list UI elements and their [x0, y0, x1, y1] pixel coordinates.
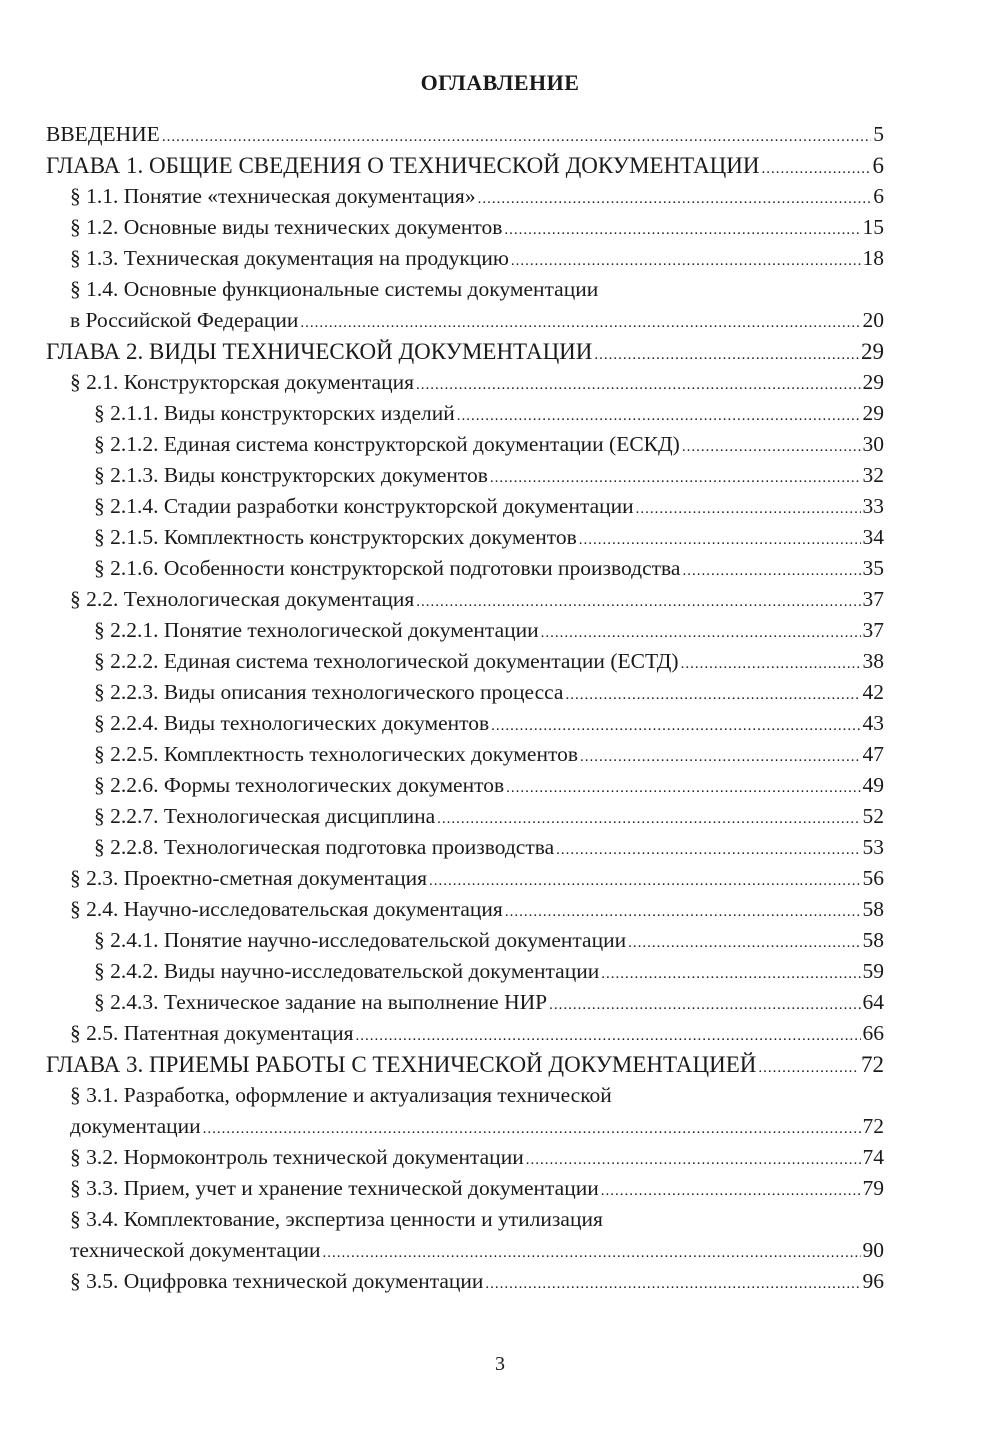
toc-entry-text: ГЛАВА 3. ПРИЕМЫ РАБОТЫ С ТЕХНИЧЕСКОЙ ДОКУМЕНТАЦИЕЙ	[46, 1052, 757, 1077]
leader-dots	[491, 708, 860, 739]
toc-entry-2-2[interactable]	[70, 584, 1000, 615]
leader-dots	[601, 1173, 861, 1204]
toc-entry-3-1[interactable]	[70, 1080, 1000, 1142]
toc-entry-text: ВВЕДЕНИЕ	[46, 122, 160, 146]
toc-entry-page: 59	[862, 959, 884, 983]
toc-entry-2-4-3[interactable]	[94, 987, 1000, 1018]
toc-entry-text: § 2.3. Проектно-сметная документация	[70, 866, 428, 890]
toc-entry-text-line1: § 1.4. Основные функциональные системы документации	[70, 277, 599, 301]
toc-entry-2-3[interactable]	[70, 863, 1000, 894]
table-of-contents	[0, 119, 1000, 1297]
toc-entry-1-2[interactable]	[70, 212, 1000, 243]
toc-entry-2-2-2[interactable]	[94, 646, 1000, 677]
toc-entry-text: § 2.2.8. Технологическая подготовка производства	[94, 835, 555, 859]
toc-entry-page: 18	[862, 246, 884, 270]
toc-entry-text: § 1.3. Техническая документация на продукцию	[70, 246, 509, 270]
toc-entry-introduction[interactable]	[46, 119, 1000, 150]
leader-dots	[565, 677, 860, 708]
toc-entry-2-2-1[interactable]	[94, 615, 1000, 646]
toc-entry-chapter-2[interactable]	[46, 336, 1000, 367]
toc-entry-2-2-8[interactable]	[94, 832, 1000, 863]
leader-dots	[579, 522, 861, 553]
toc-entry-text: § 2.4.3. Техническое задание на выполнение НИР	[94, 990, 548, 1014]
toc-entry-text: § 2.2.1. Понятие технологической документации	[94, 618, 539, 642]
toc-entry-text: § 3.3. Прием, учет и хранение технической документации	[70, 1176, 599, 1200]
leader-dots	[601, 956, 860, 987]
toc-entry-text-line1: § 3.4. Комплектование, экспертиза ценности и утилизация	[70, 1207, 603, 1231]
toc-entry-2-1-2[interactable]	[94, 429, 1000, 460]
toc-entry-page: 58	[862, 897, 884, 921]
leader-dots	[203, 1111, 861, 1142]
leader-dots	[541, 615, 861, 646]
toc-entry-text: § 2.2.6. Формы технологических документов	[94, 773, 505, 797]
toc-entry-2-1-5[interactable]	[94, 522, 1000, 553]
toc-entry-page: 35	[862, 556, 884, 580]
leader-dots	[758, 1049, 859, 1080]
toc-entry-page: 79	[862, 1176, 884, 1200]
toc-entry-text: § 2.1.6. Особенности конструкторской подготовки производства	[94, 556, 681, 580]
toc-entry-page: 90	[862, 1238, 884, 1262]
toc-entry-page: 66	[862, 1021, 884, 1045]
toc-entry-page: 29	[861, 339, 884, 364]
toc-entry-text: § 2.2. Технологическая документация	[70, 587, 415, 611]
leader-dots	[323, 1235, 861, 1266]
toc-entry-page: 96	[862, 1269, 884, 1293]
leader-dots	[762, 150, 871, 181]
leader-dots	[511, 243, 861, 274]
toc-entry-1-4[interactable]	[70, 274, 1000, 336]
toc-entry-text: § 1.2. Основные виды технических документов	[70, 215, 503, 239]
toc-entry-text: § 2.1.3. Виды конструкторских документов	[94, 463, 488, 487]
toc-entry-3-3[interactable]	[70, 1173, 1000, 1204]
toc-entry-3-4[interactable]	[70, 1204, 1000, 1266]
leader-dots	[490, 460, 861, 491]
toc-entry-text: § 2.2.3. Виды описания технологического процесса	[94, 680, 564, 704]
toc-entry-2-1-3[interactable]	[94, 460, 1000, 491]
toc-entry-page: 53	[862, 835, 884, 859]
leader-dots	[162, 119, 871, 150]
toc-entry-2-2-4[interactable]	[94, 708, 1000, 739]
leader-dots	[478, 181, 872, 212]
toc-entry-3-2[interactable]	[70, 1142, 1000, 1173]
toc-entry-text: технической документации	[70, 1238, 321, 1262]
toc-entry-2-2-7[interactable]	[94, 801, 1000, 832]
toc-entry-page: 6	[872, 153, 884, 178]
leader-dots	[594, 336, 859, 367]
toc-entry-text: § 3.2. Нормоконтроль технической документации	[70, 1145, 524, 1169]
toc-entry-page: 43	[862, 711, 884, 735]
toc-entry-2-4-2[interactable]	[94, 956, 1000, 987]
toc-entry-text: ГЛАВА 1. ОБЩИЕ СВЕДЕНИЯ О ТЕХНИЧЕСКОЙ ДОКУМЕНТАЦИИ	[46, 153, 760, 178]
toc-entry-page: 37	[862, 587, 884, 611]
leader-dots	[485, 1266, 860, 1297]
toc-entry-2-2-3[interactable]	[94, 677, 1000, 708]
leader-dots	[457, 398, 861, 429]
toc-entry-page: 32	[862, 463, 884, 487]
toc-entry-page: 37	[862, 618, 884, 642]
toc-entry-text: § 2.4. Научно-исследовательская документация	[70, 897, 503, 921]
toc-entry-2-1-1[interactable]	[94, 398, 1000, 429]
toc-entry-text: § 2.1.2. Единая система конструкторской документации (ЕСКД)	[94, 432, 680, 456]
leader-dots	[505, 894, 861, 925]
toc-entry-text: § 2.1.5. Комплектность конструкторских документов	[94, 525, 577, 549]
toc-entry-page: 72	[861, 1052, 884, 1077]
leader-dots	[628, 925, 860, 956]
toc-entry-text: § 2.2.4. Виды технологических документов	[94, 711, 490, 735]
leader-dots	[416, 367, 861, 398]
toc-entry-text: в Российской Федерации	[70, 308, 299, 332]
toc-entry-page: 74	[862, 1145, 884, 1169]
leader-dots	[682, 429, 861, 460]
toc-entry-text: § 2.2.5. Комплектность технологических документов	[94, 742, 578, 766]
toc-entry-text: § 2.4.2. Виды научно-исследовательской документации	[94, 959, 600, 983]
leader-dots	[504, 212, 860, 243]
toc-entry-page: 49	[862, 773, 884, 797]
leader-dots	[580, 739, 861, 770]
toc-entry-page: 29	[862, 401, 884, 425]
toc-entry-1-1[interactable]	[70, 181, 1000, 212]
leader-dots	[437, 801, 860, 832]
toc-entry-2-5[interactable]	[70, 1018, 1000, 1049]
page-number: 3	[495, 1353, 505, 1375]
toc-entry-page: 5	[873, 122, 884, 146]
leader-dots	[549, 987, 860, 1018]
toc-entry-text: ГЛАВА 2. ВИДЫ ТЕХНИЧЕСКОЙ ДОКУМЕНТАЦИИ	[46, 339, 593, 364]
leader-dots	[416, 584, 860, 615]
toc-entry-page: 72	[862, 1114, 884, 1138]
leader-dots	[681, 646, 861, 677]
toc-entry-page: 6	[873, 184, 884, 208]
leader-dots	[636, 491, 861, 522]
toc-entry-3-5[interactable]	[70, 1266, 1000, 1297]
toc-entry-page: 47	[862, 742, 884, 766]
toc-entry-2-4-1[interactable]	[94, 925, 1000, 956]
toc-entry-text: § 2.1.4. Стадии разработки конструкторской документации	[94, 494, 634, 518]
toc-entry-text: § 2.4.1. Понятие научно-исследовательской документации	[94, 928, 627, 952]
toc-entry-2-1[interactable]	[70, 367, 1000, 398]
toc-entry-page: 15	[862, 215, 884, 239]
toc-entry-text: § 2.5. Патентная документация	[70, 1021, 354, 1045]
toc-entry-chapter-3[interactable]	[46, 1049, 1000, 1080]
leader-dots	[526, 1142, 861, 1173]
leader-dots	[429, 863, 860, 894]
toc-entry-2-1-6[interactable]	[94, 553, 1000, 584]
toc-entry-page: 34	[862, 525, 884, 549]
leader-dots	[355, 1018, 860, 1049]
toc-entry-page: 38	[862, 649, 884, 673]
toc-entry-text: § 2.2.2. Единая система технологической документации (ЕСТД)	[94, 649, 679, 673]
toc-entry-2-1-4[interactable]	[94, 491, 1000, 522]
toc-entry-page: 29	[862, 370, 884, 394]
toc-entry-text: § 3.5. Оцифровка технической документации	[70, 1269, 484, 1293]
leader-dots	[300, 305, 860, 336]
toc-entry-1-3[interactable]	[70, 243, 1000, 274]
toc-entry-text: § 2.1.1. Виды конструкторских изделий	[94, 401, 455, 425]
toc-entry-page: 20	[862, 308, 884, 332]
toc-entry-page: 64	[862, 990, 884, 1014]
toc-entry-text-line1: § 3.1. Разработка, оформление и актуализация технической	[70, 1083, 612, 1107]
toc-entry-2-2-6[interactable]	[94, 770, 1000, 801]
toc-entry-page: 56	[862, 866, 884, 890]
toc-entry-page: 33	[862, 494, 884, 518]
toc-entry-text: документации	[70, 1114, 201, 1138]
toc-entry-page: 42	[862, 680, 884, 704]
toc-entry-page: 30	[862, 432, 884, 456]
toc-entry-text: § 1.1. Понятие «техническая документация»	[70, 184, 476, 208]
toc-entry-text: § 2.2.7. Технологическая дисциплина	[94, 804, 436, 828]
toc-entry-2-4[interactable]	[70, 894, 1000, 925]
toc-entry-page: 52	[862, 804, 884, 828]
toc-entry-text: § 2.1. Конструкторская документация	[70, 370, 414, 394]
toc-entry-chapter-1[interactable]	[46, 150, 1000, 181]
leader-dots	[556, 832, 860, 863]
toc-entry-2-2-5[interactable]	[94, 739, 1000, 770]
leader-dots	[682, 553, 860, 584]
toc-entry-page: 58	[862, 928, 884, 952]
leader-dots	[506, 770, 860, 801]
toc-title: ОГЛАВЛЕНИЕ	[420, 70, 580, 95]
